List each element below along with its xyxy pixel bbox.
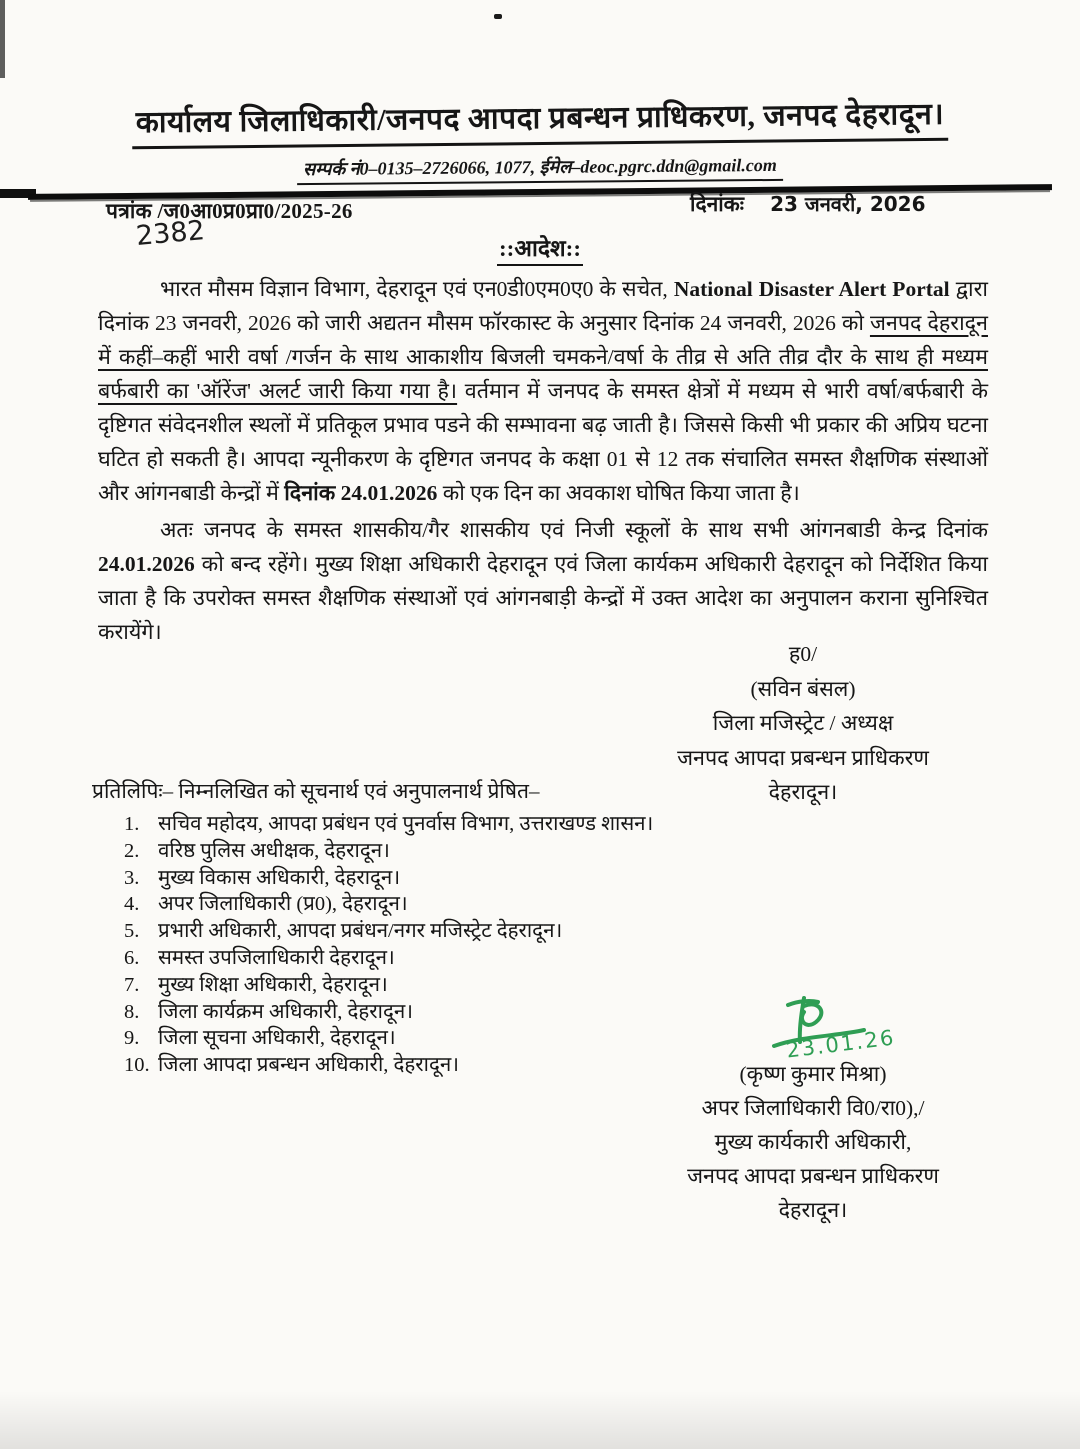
- copy-item-number: 2.: [124, 839, 140, 862]
- copy-item: [124, 865, 692, 892]
- contact-line: सम्पर्क नं0–0135–2726066, 1077, ईमेल–deoc.pgrc.ddn@gmail.com: [297, 153, 783, 185]
- para1-text: भारत मौसम विज्ञान विभाग, देहरादून एवं एन0डी0एम0ए0 के सचेत,: [160, 277, 674, 301]
- copy-item: [124, 945, 692, 972]
- signatory-designation: जिला मजिस्ट्रेट / अध्यक्ष: [712, 711, 894, 735]
- letterhead: [0, 90, 1080, 150]
- copy-item: [124, 811, 692, 838]
- copy-item-text: अपर जिलाधिकारी (प्र0), देहरादून।: [158, 893, 408, 916]
- copy-item-text: समस्त उपजिलाधिकारी देहरादून।: [158, 946, 395, 969]
- copy-item-text: वरिष्ठ पुलिस अधीक्षक, देहरादून।: [158, 839, 390, 862]
- signatory-org: जनपद आपदा प्रबन्धन प्राधिकरण: [677, 745, 929, 770]
- signatory-place: देहरादून।: [768, 780, 838, 804]
- para2-text: अतः जनपद के समस्त शासकीय/गैर शासकीय एवं निजी स्कूलों के साथ सभी आंगनबाडी केन्द्र दिनांक: [160, 518, 988, 542]
- date-row: [690, 190, 926, 218]
- copy-item: [124, 1025, 692, 1052]
- order-heading-row: [0, 231, 1080, 266]
- order-heading: ::आदेश::: [497, 231, 583, 266]
- copy-item-text: जिला कार्यक्रम अधिकारी, देहरादून।: [158, 1000, 413, 1023]
- copy-item-text: प्रभारी अधिकारी, आपदा प्रबंधन/नगर मजिस्ट्रेट देहरादून।: [158, 920, 563, 943]
- handwritten-letter-number: 2382: [134, 215, 206, 252]
- copy-item-number: 5.: [124, 920, 140, 943]
- date-value: 23 जनवरी, 2026: [770, 192, 926, 216]
- para1-text: वर्तमान में जनपद के समस्त क्षेत्रों में मध्यम से भारी वर्षा/बर्फबारी के दृष्टिगत संवेदनशील स्थलों में प्रतिकूल प्रभाव पडने की सम्भावना बढ़ जाती है। जिससे किसी भी प्रकार की अप्रिय घटना घटित हो सकती है। आपदा न्यूनीकरण के दृष्टिगत जनपद के कक्षा 01 से 12 तक संचालित समस्त शैक्षणिक संस्थाओं और आंगनबाडी केन्द्रों में: [98, 379, 989, 505]
- copy-item-text: जिला सूचना अधिकारी, देहरादून।: [158, 1027, 396, 1050]
- copy-list-header: प्रतिलिपिः– निम्नलिखित को सूचनार्थ एवं अनुपालनार्थ प्रेषित–: [92, 779, 540, 803]
- copy-item-number: 9.: [124, 1027, 140, 1050]
- signatory-name: (सविन बंसल): [750, 676, 856, 701]
- scan-dot-artifact: [494, 14, 502, 19]
- copy-item-text: जिला आपदा प्रबन्धन अधिकारी, देहरादून।: [158, 1054, 460, 1077]
- para2-text: को बन्द रहेंगे। मुख्य शिक्षा अधिकारी देहरादून एवं जिला कार्यकम अधिकारी देहरादून को निर्देशित किया जाता है कि उपरोक्त समस्त शैक्षणिक संस्थाओं एवं आंगनबाड़ी केन्द्रों में उक्त आदेश का अनुपालन कराना सुनिश्चित करायेंगे।: [98, 552, 988, 644]
- para1-text: द्वारा दिनांक 23 जनवरी, 2026 को जारी अद्यतन मौसम फॉरकास्ट के अनुसार दिनांक 24 जनवरी, 2026 को: [98, 277, 988, 335]
- office-title: कार्यालय जिलाधिकारी/जनपद आपदा प्रबन्धन प्राधिकरण, जनपद देहरादून।: [132, 92, 949, 150]
- order-paragraph-2: [98, 513, 988, 649]
- signatory-org: जनपद आपदा प्रबन्धन प्राधिकरण: [687, 1164, 939, 1188]
- copy-item-number: 3.: [124, 866, 140, 889]
- copy-item-number: 4.: [124, 893, 140, 916]
- copy-item-text: मुख्य शिक्षा अधिकारी, देहरादून।: [158, 973, 388, 996]
- copy-item: [124, 891, 692, 918]
- copy-item-number: 7.: [124, 973, 140, 996]
- scan-edge-artifact-top: [0, 0, 5, 78]
- scan-shadow: [0, 1391, 1080, 1449]
- signatory-place: देहरादून।: [778, 1198, 848, 1222]
- signature-block-adm: [628, 1057, 998, 1227]
- date-label: दिनांकः: [690, 192, 745, 216]
- copy-item-text: मुख्य विकास अधिकारी, देहरादून।: [158, 866, 401, 889]
- order-paragraph-1: [98, 272, 988, 510]
- copy-item-text: सचिव महोदय, आपदा प्रबंधन एवं पुनर्वास विभाग, उत्तराखण्ड शासन।: [158, 813, 654, 835]
- holiday-date: दिनांक 24.01.2026: [284, 481, 438, 505]
- copy-item-number: 6.: [124, 946, 140, 969]
- signatory-designation-2: मुख्य कार्यकारी अधिकारी,: [714, 1130, 912, 1154]
- closure-date: 24.01.2026: [98, 552, 195, 576]
- copy-item: [124, 838, 692, 865]
- signed-marker: ह0/: [788, 642, 818, 666]
- copy-item: [124, 1052, 692, 1079]
- para1-text: को एक दिन का अवकाश घोषित किया जाता है।: [437, 481, 800, 505]
- letterhead-contact-row: [0, 150, 1080, 187]
- portal-name: National Disaster Alert Portal: [673, 277, 950, 301]
- copy-item-number: 8.: [124, 1000, 140, 1023]
- letter-number-line: पत्रांक /ज0आ0प्र0प्रा0/2025-26: [106, 199, 353, 223]
- copy-item-number: 10.: [124, 1054, 150, 1077]
- signatory-designation-1: अपर जिलाधिकारी वि0/रा0),/: [701, 1096, 925, 1120]
- alert-underlined-text: जनपद देहरादून में कहीं–कहीं भारी वर्षा /गर्जन के साथ आकाशीय बिजली चमकने/वर्षा के तीव्र से अति तीव्र दौर के साथ ही मध्यम बर्फबारी का 'ऑरेंज' अलर्ट जारी किया गया है।: [98, 311, 988, 403]
- signatory-name: (कृष्ण कुमार मिश्रा): [739, 1062, 887, 1086]
- handwritten-signature-date: 23.01.26: [784, 1025, 897, 1063]
- copy-item: [124, 972, 692, 999]
- copy-item: [124, 999, 692, 1026]
- copy-item-number: 1.: [124, 813, 140, 835]
- copy-item: [124, 918, 692, 945]
- copy-distribution-list: [92, 777, 692, 1079]
